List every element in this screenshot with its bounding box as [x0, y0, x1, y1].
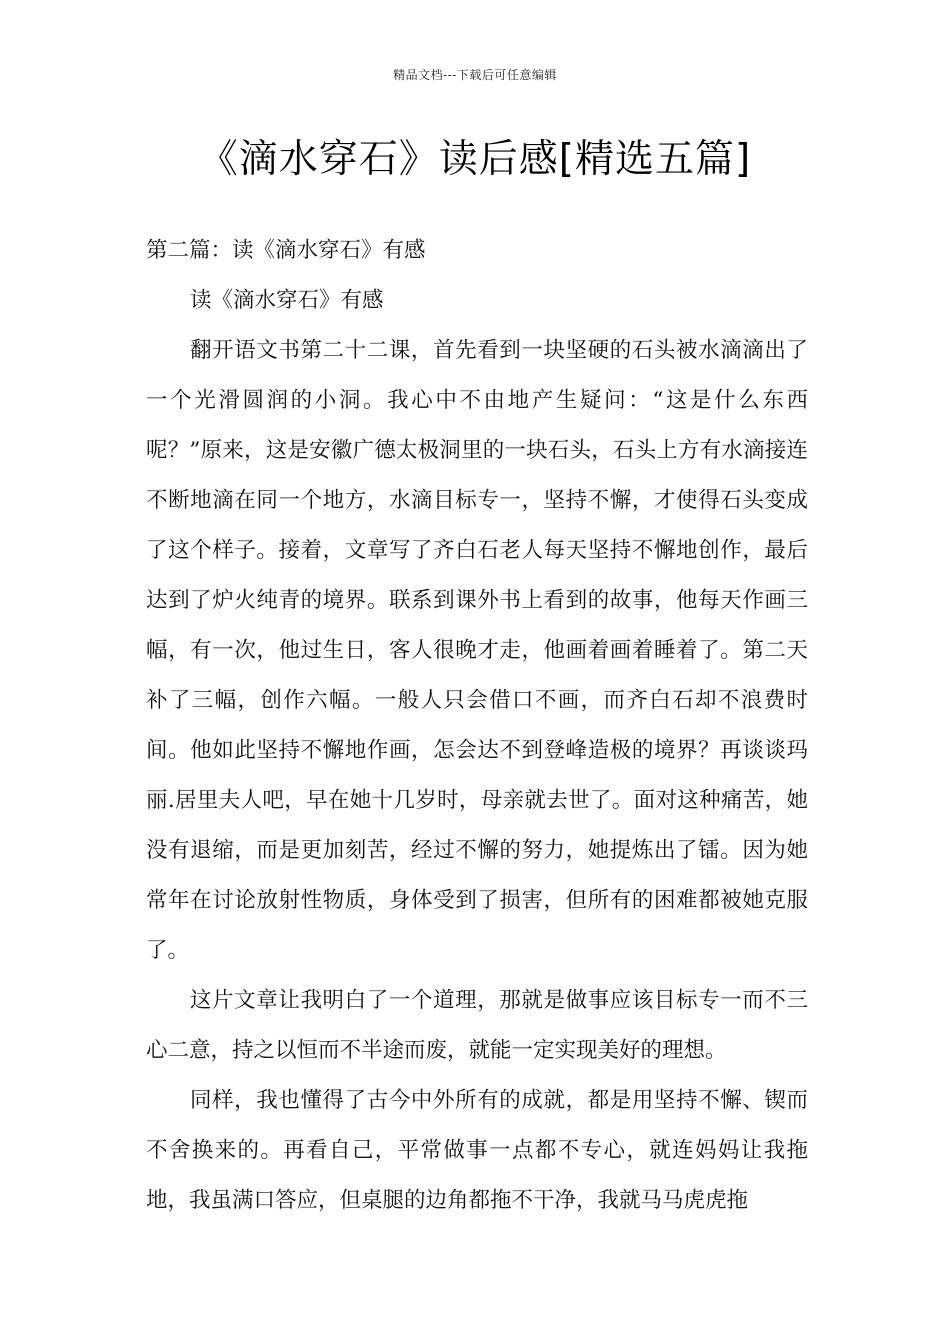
- article-subtitle: 读《滴水穿石》有感: [190, 288, 384, 313]
- paragraph-1: 翻开语文书第二十二课，首先看到一块坚硬的石头被水滴滴出了一个光滑圆润的小洞。我心中不由地产生疑问：“这是什么东西呢？”原来，这是安徽广德太极洞里的一块石头，石头上方有水滴接连不断地滴在同一个地方，水滴目标专一，坚持不懈，才使得石头变成了这个样子。接着，文章写了齐白石老人每天坚持不懈地创作，最后达到了炉火纯青的境界。联系到课外书上看到的故事，他每天作画三幅，有一次，他过生日，客人很晚才走，他画着画着睡着了。第二天补了三幅，创作六幅。一般人只会借口不画，而齐白石却不浪费时间。他如此坚持不懈地作画，怎会达不到登峰造极的境界？再谈谈玛丽.居里夫人吧，早在她十几岁时，母亲就去世了。面对这种痛苦，她没有退缩，而是更加刻苦，经过不懈的努力，她提炼出了镭。因为她常年在讨论放射性物质，身体受到了损害，但所有的困难都被她克服了。: [146, 338, 808, 963]
- paragraph-3: 同样，我也懂得了古今中外所有的成就，都是用坚持不懈、锲而不舍换来的。再看自己，平常做事一点都不专心，就连妈妈让我拖地，我虽满口答应，但桌腿的边角都拖不干净，我就马马虎虎拖: [146, 1088, 808, 1213]
- document-body: [146, 226, 808, 1226]
- document-title: 《滴水穿石》读后感[精选五篇]: [198, 137, 752, 182]
- section-heading: 第二篇：读《滴水穿石》有感: [146, 238, 426, 263]
- header-note: 精品文档---下载后可任意编辑: [393, 68, 557, 82]
- paragraph-2: 这片文章让我明白了一个道理，那就是做事应该目标专一而不三心二意，持之以恒而不半途而废，就能一定实现美好的理想。: [146, 988, 808, 1063]
